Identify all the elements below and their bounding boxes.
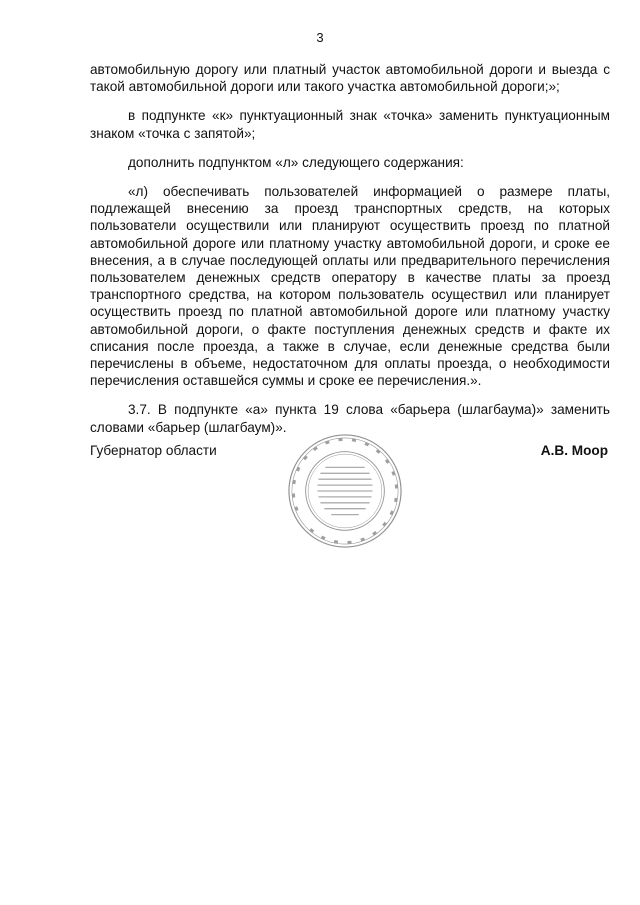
official-seal-stamp <box>286 432 404 550</box>
paragraph-continuation: автомобильную дорогу или платный участок автомобильной дороги и выезда с такой автомобильной дороги или такого участка автомобильной дороги;»; <box>90 62 610 95</box>
signer-title: Губернатор области <box>90 443 217 458</box>
signer-name: А.В. Моор <box>540 443 608 458</box>
paragraph-subitem-k: в подпункте «к» пунктуационный знак «точка» заменить пунктуационным знаком «точка с запятой»; <box>90 108 610 141</box>
seal-center-lines <box>317 467 372 514</box>
document-body <box>90 61 610 448</box>
paragraph-subitem-l-text: «л) обеспечивать пользователей информацией о размере платы, подлежащей внесению за проезд транспортных средств, на которых пользователи осуществили или планируют осуществить проезд по платной автомобильной дороге или платному участку автомобильной дороги, и сроке ее внесения, а в случае последующей оплаты или предварительного перечисления пользователем денежных средств оператору в качестве платы за проезд транспортного средства, на котором пользователь осуществил или планирует осуществить проезд по платной автомобильной дороге или платному участку автомобильной дороги, о факте поступления денежных средств и факте их списания после проезда, а также в случае, если денежные средства были перечислены в объеме, недостаточном для оплаты проезда, о необходимости перечисления оставшейся суммы и сроке ее перечисления.». <box>90 184 610 389</box>
paragraph-item-3-7: 3.7. В подпункте «а» пункта 19 слова «барьера (шлагбаума)» заменить словами «барьер (шлагбаум)». <box>90 402 610 435</box>
page-number: 3 <box>316 30 324 45</box>
paragraph-add-subitem-l: дополнить подпунктом «л» следующего содержания: <box>128 154 464 170</box>
